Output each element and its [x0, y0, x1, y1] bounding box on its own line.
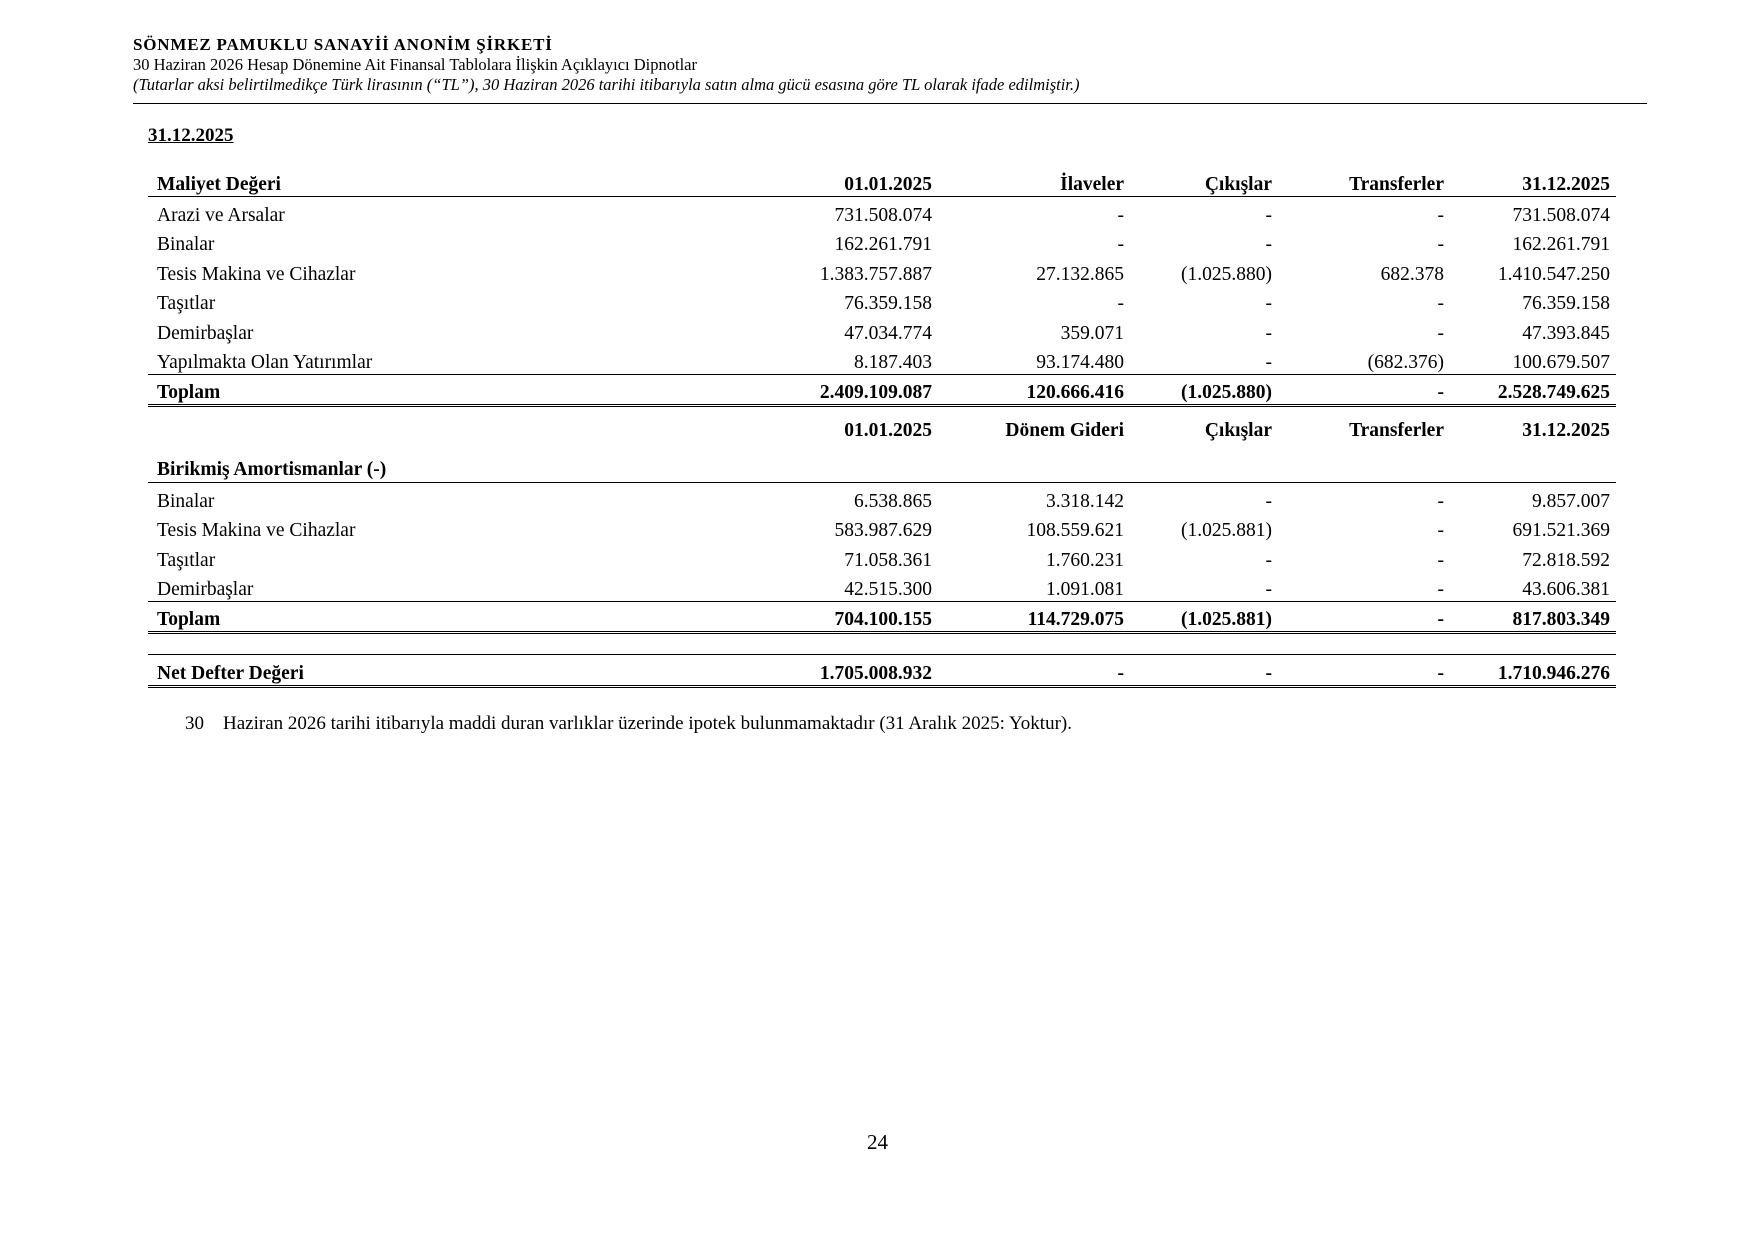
currency-note: (Tutarlar aksi belirtilmedikçe Türk lirasının (“TL”), 30 Haziran 2026 tarihi itibarıyla satın alma gücü esasına göre TL olarak ifade edilmiştir.) — [133, 75, 1080, 94]
table-cell: 42.515.300 — [768, 572, 938, 602]
table-cell: (1.025.880) — [1181, 263, 1272, 285]
table-cell: - — [1437, 293, 1444, 314]
page-number: 24 — [867, 1130, 888, 1154]
table-row — [148, 345, 1616, 375]
row-label: Demirbaşlar — [148, 572, 768, 602]
document-header — [133, 34, 1647, 95]
row-label: Taşıtlar — [157, 549, 216, 571]
table-cell: 731.508.074 — [834, 204, 932, 226]
table-cell: - — [1130, 572, 1278, 602]
table-cell: - — [1265, 490, 1272, 512]
header-divider — [133, 103, 1647, 104]
table-cell: - — [1117, 293, 1124, 314]
table-row — [148, 315, 1616, 345]
column-header: Çıkışlar — [1130, 164, 1278, 197]
total-cell: 704.100.155 — [768, 602, 938, 633]
row-label: Yapılmakta Olan Yatırımlar — [148, 345, 768, 375]
table-cell: 76.359.158 — [1522, 293, 1610, 314]
net-cell: - — [1278, 655, 1450, 687]
table-cell: 162.261.791 — [1512, 234, 1610, 255]
table-cell: 1.410.547.250 — [1497, 263, 1610, 285]
cost-total-row — [148, 375, 1616, 406]
table-cell: 3.318.142 — [1046, 490, 1124, 512]
table-row — [148, 286, 1616, 316]
net-book-value-table — [148, 654, 1616, 688]
table-cell: - — [1265, 234, 1272, 255]
total-cell: (1.025.881) — [1130, 602, 1278, 633]
net-cell: - — [938, 655, 1130, 687]
column-header: 01.01.2025 — [768, 410, 938, 483]
table-cell: 76.359.158 — [844, 293, 932, 314]
table-cell: (682.376) — [1278, 345, 1450, 375]
net-cell: 1.705.008.932 — [768, 655, 938, 687]
total-label: Toplam — [148, 375, 768, 406]
total-cell: 114.729.075 — [938, 602, 1130, 633]
column-header: Transferler — [1278, 410, 1450, 483]
column-header: 01.01.2025 — [768, 164, 938, 197]
table-cell: - — [1437, 322, 1444, 344]
table-cell: - — [1437, 204, 1444, 226]
section-date-heading: 31.12.2025 — [148, 125, 234, 146]
depreciation-header-row — [148, 410, 1616, 483]
table-cell: - — [1437, 234, 1444, 255]
total-label: Toplam — [148, 602, 768, 633]
table-row — [148, 542, 1616, 572]
company-name: SÖNMEZ PAMUKLU SANAYİİ ANONİM ŞİRKETİ — [133, 35, 553, 54]
row-label: Tesis Makina ve Cihazlar — [157, 520, 356, 541]
table-cell: 71.058.361 — [844, 549, 932, 571]
table-cell: (1.025.881) — [1181, 520, 1272, 541]
total-cell: 2.528.749.625 — [1450, 375, 1616, 406]
total-cell: (1.025.880) — [1130, 375, 1278, 406]
table-cell: 47.034.774 — [844, 322, 932, 344]
cost-header-row — [148, 164, 1616, 197]
table-cell: 47.393.845 — [1522, 322, 1610, 344]
table-cell: 1.383.757.887 — [819, 263, 932, 285]
table-cell: - — [1265, 293, 1272, 314]
table-cell: 43.606.381 — [1450, 572, 1616, 602]
table-cell: 27.132.865 — [1036, 263, 1124, 285]
net-book-value-row — [148, 655, 1616, 687]
depreciation-header-label: Birikmiş Amortismanlar (-) — [148, 410, 768, 483]
table-row — [148, 197, 1616, 227]
row-label: Demirbaşlar — [157, 322, 254, 344]
table-cell: 583.987.629 — [834, 520, 932, 541]
total-cell: - — [1278, 602, 1450, 633]
column-header: İlaveler — [938, 164, 1130, 197]
footnote-text: Haziran 2026 tarihi itibarıyla maddi duran varlıklar üzerinde ipotek bulunmamaktadır (31 Aralık 2025: Yoktur). — [223, 713, 1072, 734]
table-cell: - — [1278, 572, 1450, 602]
table-cell: - — [1437, 490, 1444, 512]
depreciation-total-row — [148, 602, 1616, 633]
column-header: Dönem Gideri — [938, 410, 1130, 483]
depreciation-table — [148, 410, 1616, 634]
row-label: Arazi ve Arsalar — [157, 204, 285, 226]
cost-table — [148, 164, 1616, 407]
table-cell: - — [1437, 549, 1444, 571]
table-row — [148, 572, 1616, 602]
table-cell: 6.538.865 — [854, 490, 932, 512]
table-cell: 731.508.074 — [1512, 204, 1610, 226]
table-cell: 108.559.621 — [1026, 520, 1124, 541]
table-cell: 691.521.369 — [1512, 520, 1610, 541]
table-row — [148, 227, 1616, 257]
table-cell: 1.760.231 — [1046, 549, 1124, 571]
table-cell: - — [1130, 345, 1278, 375]
table-row — [148, 256, 1616, 286]
table-cell: 8.187.403 — [768, 345, 938, 375]
table-row — [148, 513, 1616, 543]
table-cell: - — [1117, 234, 1124, 255]
cost-header-label: Maliyet Değeri — [148, 164, 768, 197]
table-cell: 359.071 — [1060, 322, 1124, 344]
table-cell: 93.174.480 — [938, 345, 1130, 375]
table-cell: 72.818.592 — [1522, 549, 1610, 571]
table-cell: 9.857.007 — [1532, 490, 1610, 512]
table-cell: 1.091.081 — [938, 572, 1130, 602]
net-cell: 1.710.946.276 — [1450, 655, 1616, 687]
footnote-number: 30 — [185, 713, 204, 734]
total-cell: 120.666.416 — [938, 375, 1130, 406]
net-label: Net Defter Değeri — [148, 655, 768, 687]
table-cell: - — [1117, 204, 1124, 226]
row-label: Binalar — [157, 234, 215, 255]
total-cell: 2.409.109.087 — [768, 375, 938, 406]
table-cell: - — [1265, 322, 1272, 344]
table-cell: - — [1265, 204, 1272, 226]
row-label: Tesis Makina ve Cihazlar — [157, 263, 356, 285]
total-cell: - — [1278, 375, 1450, 406]
column-header: 31.12.2025 — [1450, 410, 1616, 483]
column-header: Transferler — [1278, 164, 1450, 197]
column-header: Çıkışlar — [1130, 410, 1278, 483]
row-label: Taşıtlar — [157, 293, 216, 314]
table-row — [148, 483, 1616, 513]
table-cell: 162.261.791 — [834, 234, 932, 255]
row-label: Binalar — [157, 490, 215, 512]
report-subtitle: 30 Haziran 2026 Hesap Dönemine Ait Finansal Tablolara İlişkin Açıklayıcı Dipnotlar — [133, 55, 697, 74]
total-cell: 817.803.349 — [1450, 602, 1616, 633]
column-header: 31.12.2025 — [1450, 164, 1616, 197]
table-cell: - — [1265, 549, 1272, 571]
table-cell: 682.378 — [1380, 263, 1444, 285]
table-cell: 100.679.507 — [1450, 345, 1616, 375]
table-cell: - — [1437, 520, 1444, 541]
mortgage-footnote — [185, 713, 1072, 735]
net-cell: - — [1130, 655, 1278, 687]
